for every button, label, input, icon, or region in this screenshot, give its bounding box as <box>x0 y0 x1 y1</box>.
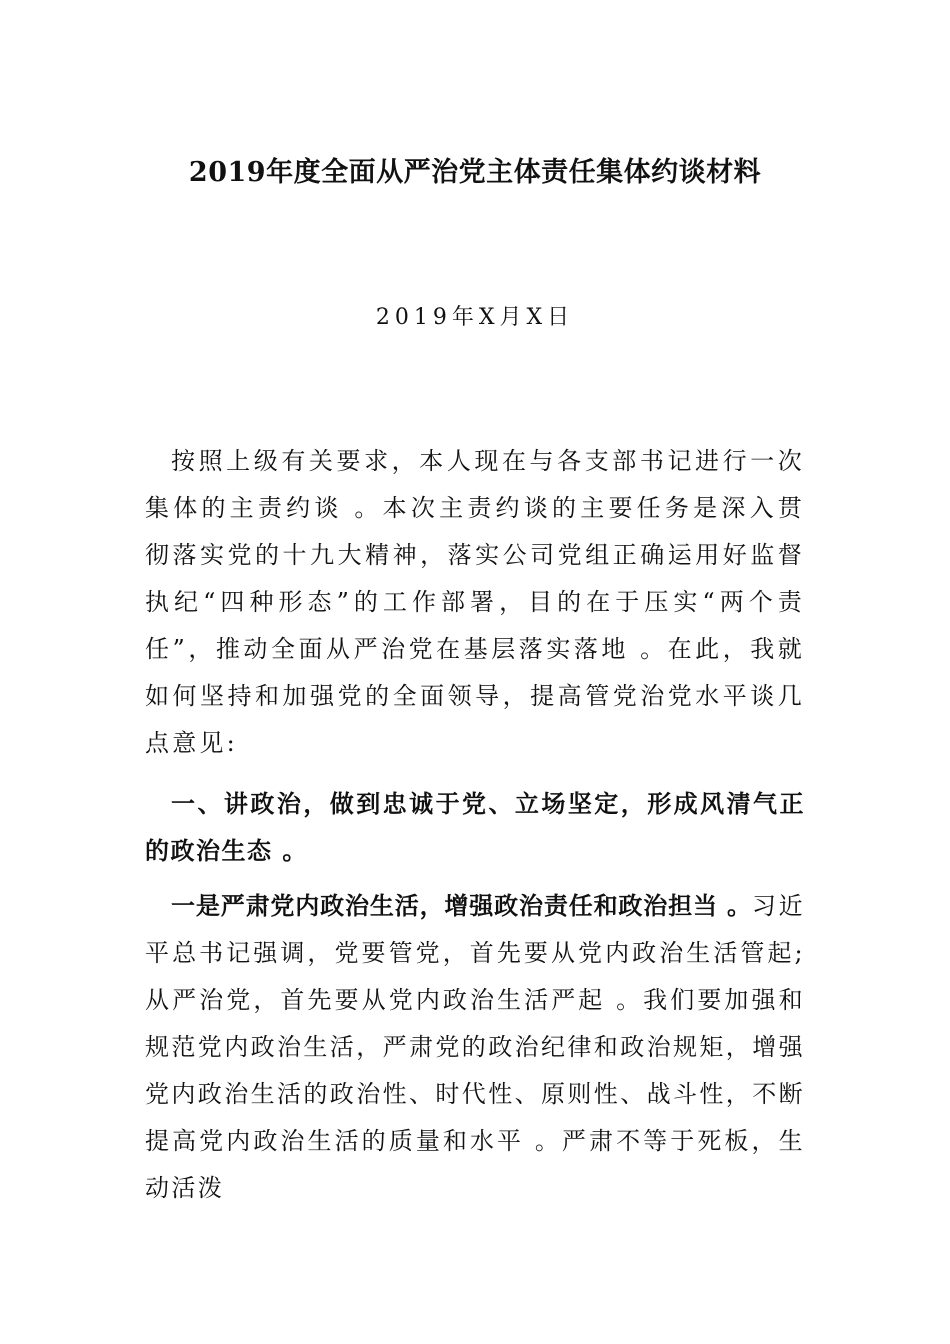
paragraph-text: 习近平总书记强调，党要管党，首先要从党内政治生活管起;从严治党，首先要从党内政治生活严起 。我们要加强和规范党内政治生活，严肃党的政治纪律和政治规矩，增强党内政治生活的政治性、时代性、原则性、战斗性，不断提高党内政治生活的质量和水平 。严肃不等于死板，生动活泼 <box>145 892 805 1202</box>
section-heading: 一、讲政治，做到忠诚于党、立场坚定，形成风清气正的政治生态 。 <box>145 789 805 865</box>
intro-paragraph: 按照上级有关要求，本人现在与各支部书记进行一次集体的主责约谈 。本次主责约谈的主要任务是深入贯彻落实党的十九大精神，落实公司党组正确运用好监督执纪“四种形态”的工作部署，目的在于压实“两个责任”，推动全面从严治党在基层落实落地 。在此，我就如何坚持和加强党的全面领导，提高管党治党水平谈几点意见: <box>145 447 805 757</box>
section-paragraph <box>145 882 805 1212</box>
document-date: 2019年X月X日 <box>375 305 575 330</box>
paragraph-lead: 一是严肃党内政治生活，增强政治责任和政治担当 。 <box>171 891 752 920</box>
document-title: 2019年度全面从严治党主体责任集体约谈材料 <box>188 157 762 188</box>
